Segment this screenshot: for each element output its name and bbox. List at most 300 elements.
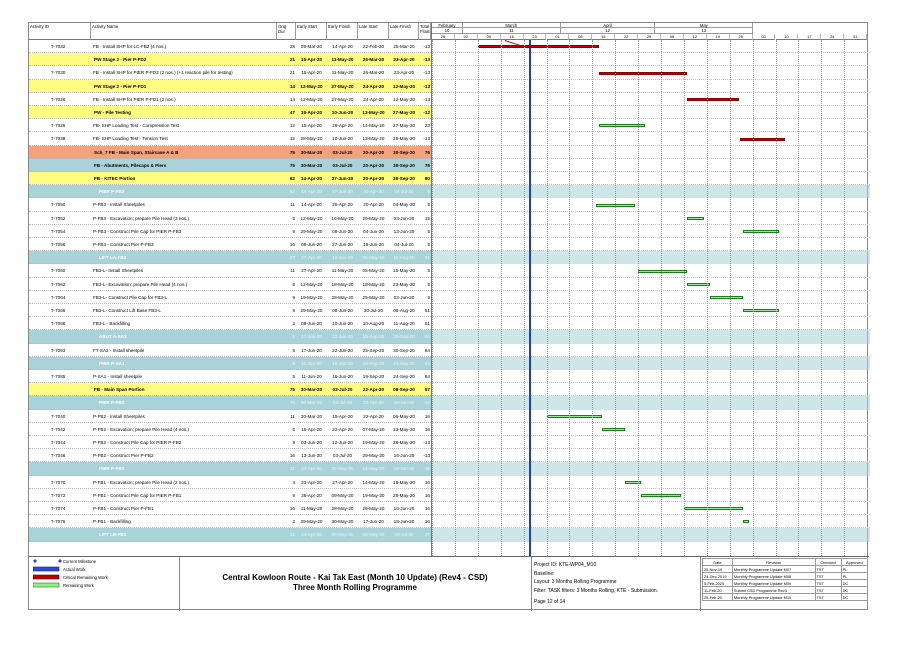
table-row[interactable] bbox=[29, 146, 431, 159]
week-gridline bbox=[684, 40, 685, 556]
cell-es: 12-May-20 bbox=[300, 215, 323, 221]
table-row[interactable] bbox=[29, 93, 431, 106]
cell-ls: 20-Apr-20 bbox=[362, 162, 385, 168]
revision-cell: TST bbox=[815, 573, 841, 580]
gantt-row bbox=[432, 238, 870, 251]
cell-ls: 29-May-20 bbox=[362, 506, 385, 512]
cell-ef: 03-Jul-20 bbox=[332, 453, 353, 459]
col-header-total-float[interactable]: Total Float bbox=[419, 23, 431, 40]
cell-ls: 05-May-20 bbox=[362, 255, 385, 261]
project-id: Project ID: KTE-WP04_M10 bbox=[534, 562, 597, 568]
cell-ls: 25-Sep-20 bbox=[362, 347, 385, 353]
cell-es: 12-May-20 bbox=[300, 83, 323, 89]
cell-dur: 62 bbox=[289, 189, 295, 195]
cell-id: 7-7068 bbox=[51, 321, 66, 327]
cell-es: 11-May-20 bbox=[300, 506, 323, 512]
cell-dur: 11 bbox=[290, 202, 295, 208]
cell-ls: 25-May-20 bbox=[362, 294, 385, 300]
legend-current-milestone bbox=[33, 558, 96, 564]
cell-ls: 13-May-20 bbox=[362, 110, 385, 116]
cell-ls: 26-Mar-20 bbox=[362, 70, 385, 76]
cell-tf: -13 bbox=[423, 70, 430, 76]
cell-es: 30-Mar-20 bbox=[300, 400, 323, 406]
cell-tf: 84 bbox=[424, 334, 430, 340]
cell-es: 15-Apr-20 bbox=[300, 57, 323, 63]
table-row[interactable] bbox=[29, 40, 431, 53]
cell-dur: 47 bbox=[289, 110, 295, 116]
table-row[interactable] bbox=[29, 251, 431, 264]
cell-name: P-FB2 - Construct Pier P-FB2 bbox=[93, 453, 154, 459]
cell-lf: 27-May-20 bbox=[392, 110, 416, 116]
cell-tf: 5 bbox=[427, 242, 430, 248]
cell-es: 30-Mar-20 bbox=[300, 149, 323, 155]
col-header-late-start[interactable]: Late Start bbox=[358, 23, 389, 40]
revision-cell: 25-Nov-19 bbox=[703, 566, 733, 573]
cell-dur: 4 bbox=[292, 479, 295, 485]
cell-dur: 5 bbox=[292, 374, 295, 380]
cell-es: 17-Jun-20 bbox=[301, 347, 322, 353]
week-gridline bbox=[615, 40, 616, 556]
cell-id: 7-7074 bbox=[51, 506, 66, 512]
gantt-row bbox=[432, 370, 870, 383]
critical-work-icon bbox=[33, 574, 63, 580]
table-row[interactable] bbox=[29, 436, 431, 449]
cell-ls: 20-Apr-20 bbox=[362, 149, 385, 155]
table-row[interactable] bbox=[29, 119, 431, 132]
week-gridline bbox=[661, 40, 662, 556]
timeline-month-number: 12 bbox=[561, 28, 656, 34]
cell-ls: 20-Apr-20 bbox=[363, 202, 384, 208]
table-row[interactable] bbox=[29, 317, 431, 330]
cell-tf: 5 bbox=[427, 189, 430, 195]
cell-id: 7-7070 bbox=[51, 479, 66, 485]
cell-es: 19-May-20 bbox=[300, 294, 323, 300]
cell-id: 7-7042 bbox=[51, 426, 66, 432]
cell-dur: 9 bbox=[292, 228, 295, 234]
cell-ef: 22-Jun-20 bbox=[332, 334, 353, 340]
legend-label: Remaining Work bbox=[63, 582, 94, 588]
cell-es: 09-Jun-20 bbox=[301, 321, 322, 327]
cell-ls: 05-May-20 bbox=[362, 532, 385, 538]
cell-lf: 23-May-20 bbox=[393, 281, 415, 287]
table-row[interactable] bbox=[29, 212, 431, 225]
cell-lf: 04-Jul-20 bbox=[394, 242, 414, 248]
cell-dur: 5 bbox=[292, 334, 295, 340]
cell-name: FB - Main Span Portion bbox=[94, 387, 145, 393]
revision-cell: 5-Feb-2020 bbox=[703, 580, 733, 587]
revision-row bbox=[703, 587, 868, 594]
week-gridline bbox=[753, 40, 754, 556]
week-gridline bbox=[844, 40, 845, 556]
col-header-orig-dur[interactable]: Orig Dur bbox=[277, 23, 296, 40]
remaining-work-bar[interactable] bbox=[743, 309, 779, 312]
cell-tf: -13 bbox=[423, 96, 430, 102]
cell-lf: 30-Sep-20 bbox=[393, 149, 415, 155]
week-gridline bbox=[478, 40, 479, 556]
gantt-row bbox=[432, 132, 870, 145]
table-row[interactable] bbox=[29, 344, 431, 357]
table-row[interactable] bbox=[29, 396, 431, 409]
gantt-row bbox=[432, 330, 870, 343]
gantt-row bbox=[432, 93, 870, 106]
week-gridline bbox=[547, 40, 548, 556]
baseline: Baseline: bbox=[534, 570, 555, 577]
cell-tf: -13 bbox=[423, 57, 430, 63]
cell-ef: 28-May-20 bbox=[331, 506, 354, 512]
gantt-row bbox=[432, 317, 870, 330]
cell-ef: 16-May-20 bbox=[331, 215, 354, 221]
cell-name: P-FB3 - Excavation; prepare Pile Head (3 nos.) bbox=[93, 215, 190, 221]
cell-name: P-FB1 - Backfilling bbox=[93, 519, 131, 525]
cell-lf: 28-May-20 bbox=[393, 492, 415, 498]
legend-label: Current Milestone bbox=[63, 558, 97, 564]
table-row[interactable] bbox=[29, 515, 431, 528]
cell-tf: 16 bbox=[424, 426, 430, 432]
remaining-work-bar[interactable] bbox=[743, 230, 779, 233]
cell-dur: 5 bbox=[292, 347, 295, 353]
table-row[interactable] bbox=[29, 172, 431, 185]
cell-ls: 24-Apr-20 bbox=[362, 83, 385, 89]
timeline-month-number: 11 bbox=[463, 28, 561, 34]
cell-tf: 16 bbox=[424, 479, 430, 485]
timeline-week: 02 bbox=[455, 34, 478, 40]
cell-ef: 16-Jun-20 bbox=[332, 374, 353, 380]
cell-tf: 84 bbox=[424, 347, 430, 353]
col-header-activity-name[interactable]: Activity Name bbox=[91, 23, 277, 40]
table-row[interactable] bbox=[29, 528, 431, 541]
cell-name: FB - Install SHP for LC-FB2 (4 nos.) bbox=[93, 44, 167, 50]
cell-ls: 05-May-20 bbox=[362, 268, 385, 274]
cell-name: FB - Abutments, Pilecaps & Piers bbox=[94, 162, 167, 168]
critical-remaining-work-bar[interactable] bbox=[740, 138, 786, 141]
col-header-early-start[interactable]: Early Start bbox=[296, 23, 327, 40]
timeline-week: 23 bbox=[524, 34, 547, 40]
cell-es: 23-Apr-20 bbox=[301, 479, 322, 485]
cell-tf: 16 bbox=[424, 413, 430, 419]
table-row[interactable] bbox=[29, 198, 431, 211]
gantt-row bbox=[432, 225, 870, 238]
footer-divider bbox=[700, 557, 701, 611]
table-row[interactable] bbox=[29, 238, 431, 251]
table-row[interactable] bbox=[29, 291, 431, 304]
cell-lf: 30-Sep-20 bbox=[393, 162, 415, 168]
gantt-row bbox=[432, 449, 870, 462]
cell-es: 29-May-20 bbox=[300, 228, 323, 234]
revision-header-row bbox=[703, 559, 868, 566]
cell-lf: 27-May-20 bbox=[393, 123, 415, 129]
cell-name: FB3-L- Excavation; prepare Pile Head (4 nos.) bbox=[93, 281, 188, 287]
legend-remaining-work bbox=[33, 582, 94, 588]
cell-es: 28-Apr-20 bbox=[301, 492, 322, 498]
gantt-row bbox=[432, 80, 870, 93]
table-row[interactable] bbox=[29, 489, 431, 502]
col-header-activity-id[interactable]: Activity ID bbox=[29, 23, 91, 40]
cell-ls: 10-Aug-20 bbox=[362, 321, 385, 327]
cell-lf: 08-Aug-20 bbox=[393, 308, 415, 314]
cell-tf: -13 bbox=[423, 136, 430, 142]
revision-cell: Monthly Programme Update M10 bbox=[732, 594, 815, 601]
revision-row bbox=[703, 580, 868, 587]
cell-ef: 09-May-20 bbox=[331, 492, 354, 498]
activity-table bbox=[29, 23, 431, 556]
week-gridline bbox=[707, 40, 708, 556]
cell-ef: 28-Apr-20 bbox=[332, 123, 353, 129]
revision-cell: Submit CSD Programme Rev3 bbox=[732, 587, 815, 594]
table-row[interactable] bbox=[29, 53, 431, 66]
revision-cell: Monthly Programme Update M08 bbox=[732, 573, 815, 580]
cell-dur: 21 bbox=[289, 57, 295, 63]
timeline-month: March bbox=[463, 23, 561, 28]
cell-name: PW Stage 2 - Pier P-FD1 bbox=[94, 83, 147, 89]
cell-id: 7-7054 bbox=[51, 228, 66, 234]
cell-tf: -12 bbox=[423, 110, 430, 116]
cell-name: PIER P-FB2 bbox=[99, 400, 125, 406]
cell-es: 27-Apr-20 bbox=[301, 268, 322, 274]
revision-header: Revision bbox=[732, 559, 815, 566]
timeline-week: 31 bbox=[844, 34, 867, 40]
cell-ef: 22-Jun-20 bbox=[332, 347, 353, 353]
cell-ls: 19-Sep-20 bbox=[362, 360, 385, 366]
gantt-row-divider bbox=[432, 541, 870, 542]
timeline-week: 10 bbox=[776, 34, 799, 40]
table-row[interactable] bbox=[29, 383, 431, 396]
cell-id: 7-7028 bbox=[51, 96, 66, 102]
timeline-week: 26 bbox=[432, 34, 455, 40]
gantt-row bbox=[432, 344, 870, 357]
footer bbox=[29, 556, 869, 611]
remaining-work-bar[interactable] bbox=[710, 296, 743, 299]
remaining-work-bar[interactable] bbox=[684, 507, 743, 510]
cell-dur: 75 bbox=[289, 387, 295, 393]
schedule-sheet bbox=[28, 22, 868, 610]
revision-row bbox=[703, 573, 868, 580]
gantt-row bbox=[432, 198, 870, 211]
layout-name: Layout: 3 Months Rolling Programme bbox=[534, 579, 617, 585]
timeline-week: 15 bbox=[592, 34, 615, 40]
timeline-month-number: 10 bbox=[432, 28, 463, 34]
revision-cell: TST bbox=[815, 580, 841, 587]
cell-dur: 16 bbox=[289, 242, 295, 248]
cell-es: 30-Mar-20 bbox=[300, 387, 323, 393]
remaining-work-bar[interactable] bbox=[638, 270, 687, 273]
table-row[interactable] bbox=[29, 462, 431, 475]
table-row[interactable] bbox=[29, 106, 431, 119]
week-gridline bbox=[776, 40, 777, 556]
cell-ls: 30-Apr-20 bbox=[363, 189, 384, 195]
cell-ls: 13-May-20 bbox=[362, 136, 385, 142]
remaining-work-bar[interactable] bbox=[547, 415, 603, 418]
cell-es: 16-Apr-20 bbox=[301, 426, 322, 432]
revision-row bbox=[703, 594, 868, 601]
table-row[interactable] bbox=[29, 185, 431, 198]
cell-ef: 27-Jun-20 bbox=[332, 189, 353, 195]
cell-tf: 16 bbox=[424, 519, 430, 525]
cell-tf: 84 bbox=[424, 374, 430, 380]
revision-cell: DC bbox=[841, 580, 867, 587]
table-row[interactable] bbox=[29, 80, 431, 93]
table-row[interactable] bbox=[29, 449, 431, 462]
table-row[interactable] bbox=[29, 330, 431, 343]
cell-ef: 28-May-20 bbox=[331, 294, 354, 300]
gantt-row bbox=[432, 172, 870, 185]
table-row[interactable] bbox=[29, 132, 431, 145]
table-row[interactable] bbox=[29, 278, 431, 291]
cell-ef: 10-Jun-20 bbox=[332, 321, 353, 327]
timeline-week: 08 bbox=[569, 34, 592, 40]
cell-ef: 10-Jun-20 bbox=[332, 255, 353, 261]
timeline-week: 29 bbox=[638, 34, 661, 40]
cell-es: 15-Apr-20 bbox=[301, 70, 322, 76]
cell-name: LIFT LB-FB1 bbox=[99, 532, 127, 538]
revision-row bbox=[703, 566, 868, 573]
cell-dur: 75 bbox=[289, 162, 295, 168]
cell-name: ABUT A-SA2 bbox=[99, 334, 127, 340]
cell-ls: 20-Apr-20 bbox=[362, 176, 385, 182]
cell-ef: 29-May-20 bbox=[331, 466, 354, 472]
cell-lf: 09-Jul-20 bbox=[394, 532, 414, 538]
cell-id: 7-7056 bbox=[51, 242, 66, 248]
timeline-week: 17 bbox=[798, 34, 821, 40]
cell-dur: 9 bbox=[292, 308, 295, 314]
cell-tf: 51 bbox=[424, 308, 430, 314]
week-gridline bbox=[798, 40, 799, 556]
cell-name: FT-SA2 - Install sheetpile bbox=[93, 347, 145, 353]
cell-ls: 04-Jun-20 bbox=[363, 228, 384, 234]
cell-ef: 10-Jun-20 bbox=[331, 110, 354, 116]
table-row[interactable] bbox=[29, 502, 431, 515]
remaining-work-icon bbox=[33, 582, 63, 588]
revision-cell: 25-Feb-20 bbox=[703, 594, 733, 601]
cell-lf: 03-Jun-20 bbox=[393, 294, 415, 300]
table-row[interactable] bbox=[29, 357, 431, 370]
cell-name: P-FB2 - Install Sheetpiles bbox=[93, 413, 145, 419]
table-row[interactable] bbox=[29, 410, 431, 423]
table-row[interactable] bbox=[29, 159, 431, 172]
cell-ef: 18-May-20 bbox=[331, 281, 354, 287]
legend-critical-work bbox=[33, 574, 108, 580]
cell-es: 14-Apr-20 bbox=[301, 202, 322, 208]
cell-es: 23-Apr-20 bbox=[301, 466, 322, 472]
timeline-week: 26 bbox=[730, 34, 753, 40]
cell-es: 28-May-20 bbox=[300, 136, 323, 142]
report-title-line1: Central Kowloon Route - Kai Tak East (Month 10 Update) (Rev4 - CSD) bbox=[222, 573, 488, 582]
cell-name: LIFT LA-FB3 bbox=[99, 255, 127, 261]
revision-cell: TST bbox=[815, 587, 841, 594]
timeline-month: February bbox=[432, 23, 463, 28]
cell-tf: 23 bbox=[424, 123, 430, 129]
cell-ef: 27-Apr-20 bbox=[332, 479, 353, 485]
cell-id: 7-7040 bbox=[51, 413, 66, 419]
cell-dur: 16 bbox=[289, 506, 295, 512]
cell-name: PIER P-FB3 bbox=[99, 189, 125, 195]
gantt-row bbox=[432, 146, 870, 159]
timeline-month: May bbox=[655, 23, 753, 28]
cell-dur: 14 bbox=[289, 83, 295, 89]
cell-ls: 22-Apr-20 bbox=[363, 413, 384, 419]
cell-dur: 27 bbox=[289, 255, 295, 261]
cell-name: FB- SHP Loading Test - Compression Test bbox=[93, 123, 180, 129]
remaining-work-bar[interactable] bbox=[743, 520, 750, 523]
cell-tf: 5 bbox=[427, 228, 430, 234]
table-row[interactable] bbox=[29, 264, 431, 277]
gantt-row bbox=[432, 462, 870, 475]
cell-es: 17-Jun-20 bbox=[301, 334, 322, 340]
table-row[interactable] bbox=[29, 66, 431, 79]
cell-dur: 11 bbox=[290, 413, 295, 419]
gantt-row bbox=[432, 436, 870, 449]
critical-remaining-work-bar[interactable] bbox=[599, 72, 687, 75]
cell-ef: 10-Jun-20 bbox=[332, 136, 353, 142]
cell-dur: 11 bbox=[290, 268, 295, 274]
cell-lf: 30-Sep-20 bbox=[393, 334, 415, 340]
table-row[interactable] bbox=[29, 225, 431, 238]
cell-lf: 25-Mar-20 bbox=[393, 44, 415, 50]
cell-name: PIER P-FB1 bbox=[99, 466, 125, 472]
page-number: Page 12 of 14 bbox=[534, 599, 566, 605]
cell-ls: 29-May-20 bbox=[362, 215, 385, 221]
cell-id: 7-7072 bbox=[51, 492, 66, 498]
cell-ef: 27-May-20 bbox=[331, 83, 354, 89]
cell-es: 27-Apr-20 bbox=[301, 255, 322, 261]
cell-ls: 14-May-20 bbox=[362, 466, 385, 472]
cell-ef: 11-May-20 bbox=[331, 70, 354, 76]
revision-cell: TST bbox=[815, 566, 841, 573]
cell-dur: 6 bbox=[292, 426, 295, 432]
col-header-late-finish[interactable]: Late Finish bbox=[389, 23, 419, 40]
cell-name: FB- SHP Loading Test - Tension Test bbox=[93, 136, 168, 142]
remaining-work-bar[interactable] bbox=[687, 217, 703, 220]
cell-ls: 18-May-20 bbox=[362, 281, 385, 287]
week-gridline bbox=[569, 40, 570, 556]
cell-name: P-FB1 - Construct Pile Cap for PIER P-FB1 bbox=[93, 492, 182, 498]
cell-tf: 5 bbox=[427, 294, 430, 300]
timeline-week: 24 bbox=[821, 34, 844, 40]
cell-id: 7-7064 bbox=[51, 294, 66, 300]
cell-ef: 11-May-20 bbox=[331, 57, 354, 63]
cell-ef: 16-Jun-20 bbox=[332, 360, 353, 366]
cell-name: P-FB2 - Excavation; prepare Pile Head (4 nos.) bbox=[93, 426, 190, 432]
cell-ef: 27-Jun-20 bbox=[331, 176, 354, 182]
cell-ef: 29-May-20 bbox=[331, 532, 354, 538]
cell-lf: 04-Jul-20 bbox=[394, 189, 414, 195]
cell-es: 11-Jun-20 bbox=[301, 360, 322, 366]
cell-id: 7-7038 bbox=[51, 136, 66, 142]
critical-remaining-work-bar[interactable] bbox=[478, 45, 599, 48]
week-gridline bbox=[592, 40, 593, 556]
table-row[interactable] bbox=[29, 423, 431, 436]
col-header-early-finish[interactable]: Early Finish bbox=[327, 23, 358, 40]
cell-id: 7-7060 bbox=[51, 268, 66, 274]
cell-lf: 13-Jun-20 bbox=[393, 228, 415, 234]
revision-cell: 11-Feb-20 bbox=[703, 587, 733, 594]
critical-remaining-work-bar[interactable] bbox=[687, 98, 739, 101]
cell-dur: 12 bbox=[289, 136, 295, 142]
cell-id: 7-7085 bbox=[51, 374, 66, 380]
remaining-work-bar[interactable] bbox=[602, 428, 625, 431]
cell-name: PW - Pile Testing bbox=[94, 110, 131, 116]
table-row[interactable] bbox=[29, 476, 431, 489]
cell-tf: -13 bbox=[423, 83, 430, 89]
table-row[interactable] bbox=[29, 370, 431, 383]
cell-name: P-FB3 - Install Sheetpiles bbox=[93, 202, 145, 208]
week-gridline bbox=[730, 40, 731, 556]
cell-es: 15-Apr-20 bbox=[300, 110, 323, 116]
revision-cell: PL bbox=[841, 573, 867, 580]
cell-tf: 80 bbox=[424, 176, 430, 182]
cell-ls: 29-May-20 bbox=[362, 453, 385, 459]
cell-ef: 03-Jul-20 bbox=[332, 162, 353, 168]
table-row[interactable] bbox=[29, 304, 431, 317]
